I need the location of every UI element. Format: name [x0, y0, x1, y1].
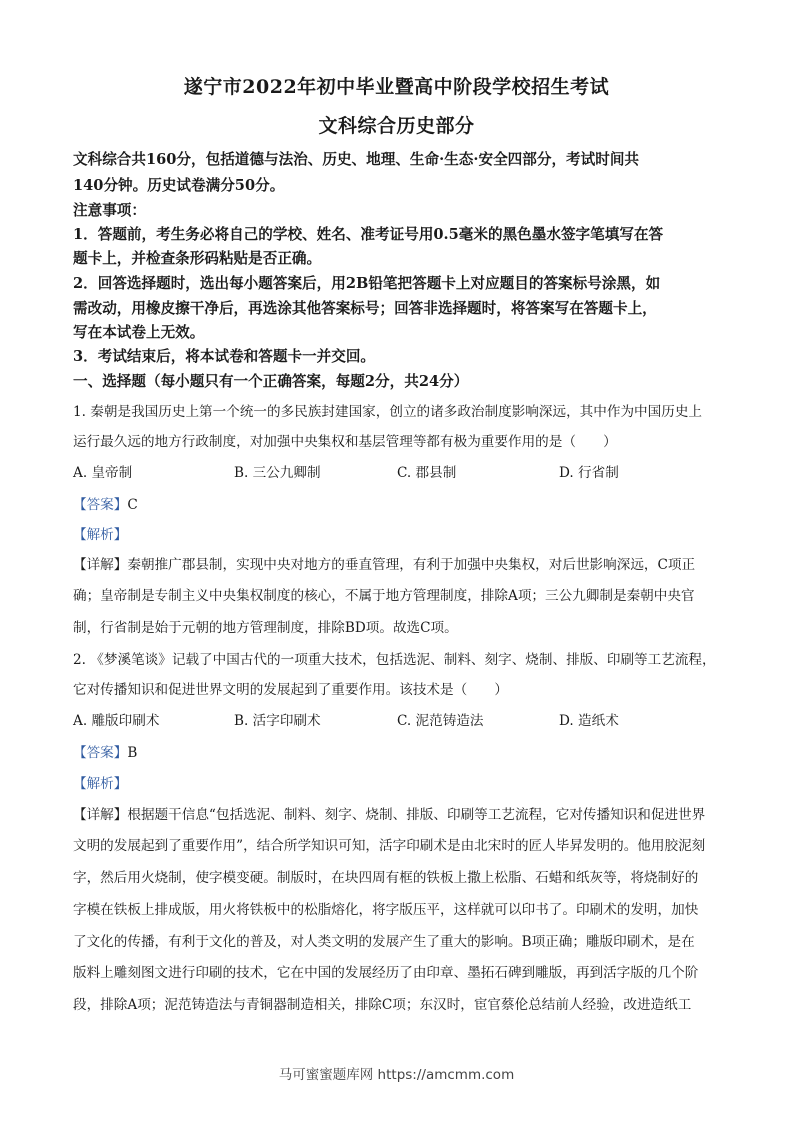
q2-stem: 它对传播知识和促进世界文明的发展起到了重要作用。该技术是（ ） [73, 682, 508, 698]
q1-option-a: A. 皇帝制 [73, 465, 133, 481]
q2-option-b: B. 活字印刷术 [234, 713, 321, 729]
q1-answer [73, 493, 138, 513]
q2-answer [73, 741, 137, 761]
notice-item: 写在本试卷上无效。 [73, 324, 205, 341]
q1-option-d: D. 行省制 [559, 465, 619, 481]
answer-tag: 【答案】 [73, 497, 128, 513]
q1-stem: 运行最久远的地方行政制度，对加强中央集权和基层管理等都有极为重要作用的是（ ） [73, 434, 617, 450]
q1-analysis-tag: 【解析】 [73, 527, 128, 543]
intro-line: 文科综合共160分，包括道德与法治、历史、地理、生命·生态·安全四部分，考试时间共 [73, 151, 640, 168]
q2-detail: 字模在铁板上排成版，用火将铁板中的松脂熔化，将字版压平，这样就可以印书了。印刷术的发明，加快 [73, 902, 699, 918]
notice-item: 题卡上，并检查条形码粘贴是否正确。 [73, 250, 322, 267]
page-subtitle: 文科综合历史部分 [318, 115, 475, 137]
answer-value: C [127, 497, 138, 513]
q2-option-a: A. 雕版印刷术 [73, 713, 160, 729]
notice-item: 3．考试结束后，将本试卷和答题卡一并交回。 [73, 348, 376, 365]
q2-detail: 【详解】根据题干信息“包括选泥、制料、刻字、烧制、排版、印刷等工艺流程，它对传播知识和促进世界 [73, 807, 706, 823]
notice-item: 1．答题前，考生务必将自己的学校、姓名、准考证号用0.5毫米的黑色墨水签字笔填写在答 [73, 226, 664, 243]
q2-detail: 字，然后用火烧制，使字模变硬。制版时，在块四周有框的铁板上撒上松脂、石蜡和纸灰等，将烧制好的 [73, 870, 699, 886]
q1-detail: 确；皇帝制是专制主义中央集权制度的核心，不属于地方管理制度，排除A项；三公九卿制是秦朝中央官 [73, 588, 695, 604]
q1-detail: 【详解】秦朝推广郡县制，实现中央对地方的垂直管理，有利于加强中央集权，对后世影响深远，C项正 [73, 557, 696, 573]
q2-stem: 2. 《梦溪笔谈》记载了中国古代的一项重大技术，包括选泥、制料、刻字、烧制、排版、印刷等工艺流程， [73, 652, 716, 668]
notice-item: 2．回答选择题时，选出每小题答案后，用2B铅笔把答题卡上对应题目的答案标号涂黑，如 [73, 275, 661, 292]
answer-value: B [127, 745, 138, 761]
page-title: 遂宁市2022年初中毕业暨高中阶段学校招生考试 [183, 76, 610, 98]
q2-detail: 段，排除A项；泥范铸造法与青铜器制造相关，排除C项；东汉时，宦官蔡伦总结前人经验，改进造纸工 [73, 997, 692, 1013]
q1-option-b: B. 三公九卿制 [234, 465, 321, 481]
intro-line: 140分钟。历史试卷满分50分。 [73, 177, 285, 194]
q2-analysis-tag: 【解析】 [73, 776, 128, 792]
q2-option-c: C. 泥范铸造法 [397, 713, 484, 729]
notice-title: 注意事项： [73, 202, 146, 219]
q2-detail: 了文化的传播，有利于文化的普及，对人类文明的发展产生了重大的影响。B项正确；雕版印刷术，是在 [73, 934, 695, 950]
notice-item: 需改动，用橡皮擦干净后，再选涂其他答案标号；回答非选择题时，将答案写在答题卡上， [73, 300, 657, 317]
section-title: 一、选择题（每小题只有一个正确答案，每题2分，共24分） [73, 373, 469, 390]
q1-option-c: C. 郡县制 [397, 465, 457, 481]
q2-detail: 文明的发展起到了重要作用”，结合所学知识可知，活字印刷术是由北宋时的匠人毕昇发明的。他用胶泥刻 [73, 838, 706, 854]
q2-detail: 版料上雕刻图文进行印刷的技术，它在中国的发展经历了由印章、墨拓石碑到雕版，再到活字版的几个阶 [73, 965, 699, 981]
q2-option-d: D. 造纸术 [559, 713, 619, 729]
answer-tag: 【答案】 [73, 745, 128, 761]
footer-watermark: 马可蜜蜜题库网 https://amcmm.com [278, 1067, 515, 1083]
q1-detail: 制，行省制是始于元朝的地方管理制度，排除BD项。故选C项。 [73, 620, 458, 636]
q1-stem: 1. 秦朝是我国历史上第一个统一的多民族封建国家，创立的诸多政治制度影响深远，其中作为中国历史上 [73, 404, 703, 420]
